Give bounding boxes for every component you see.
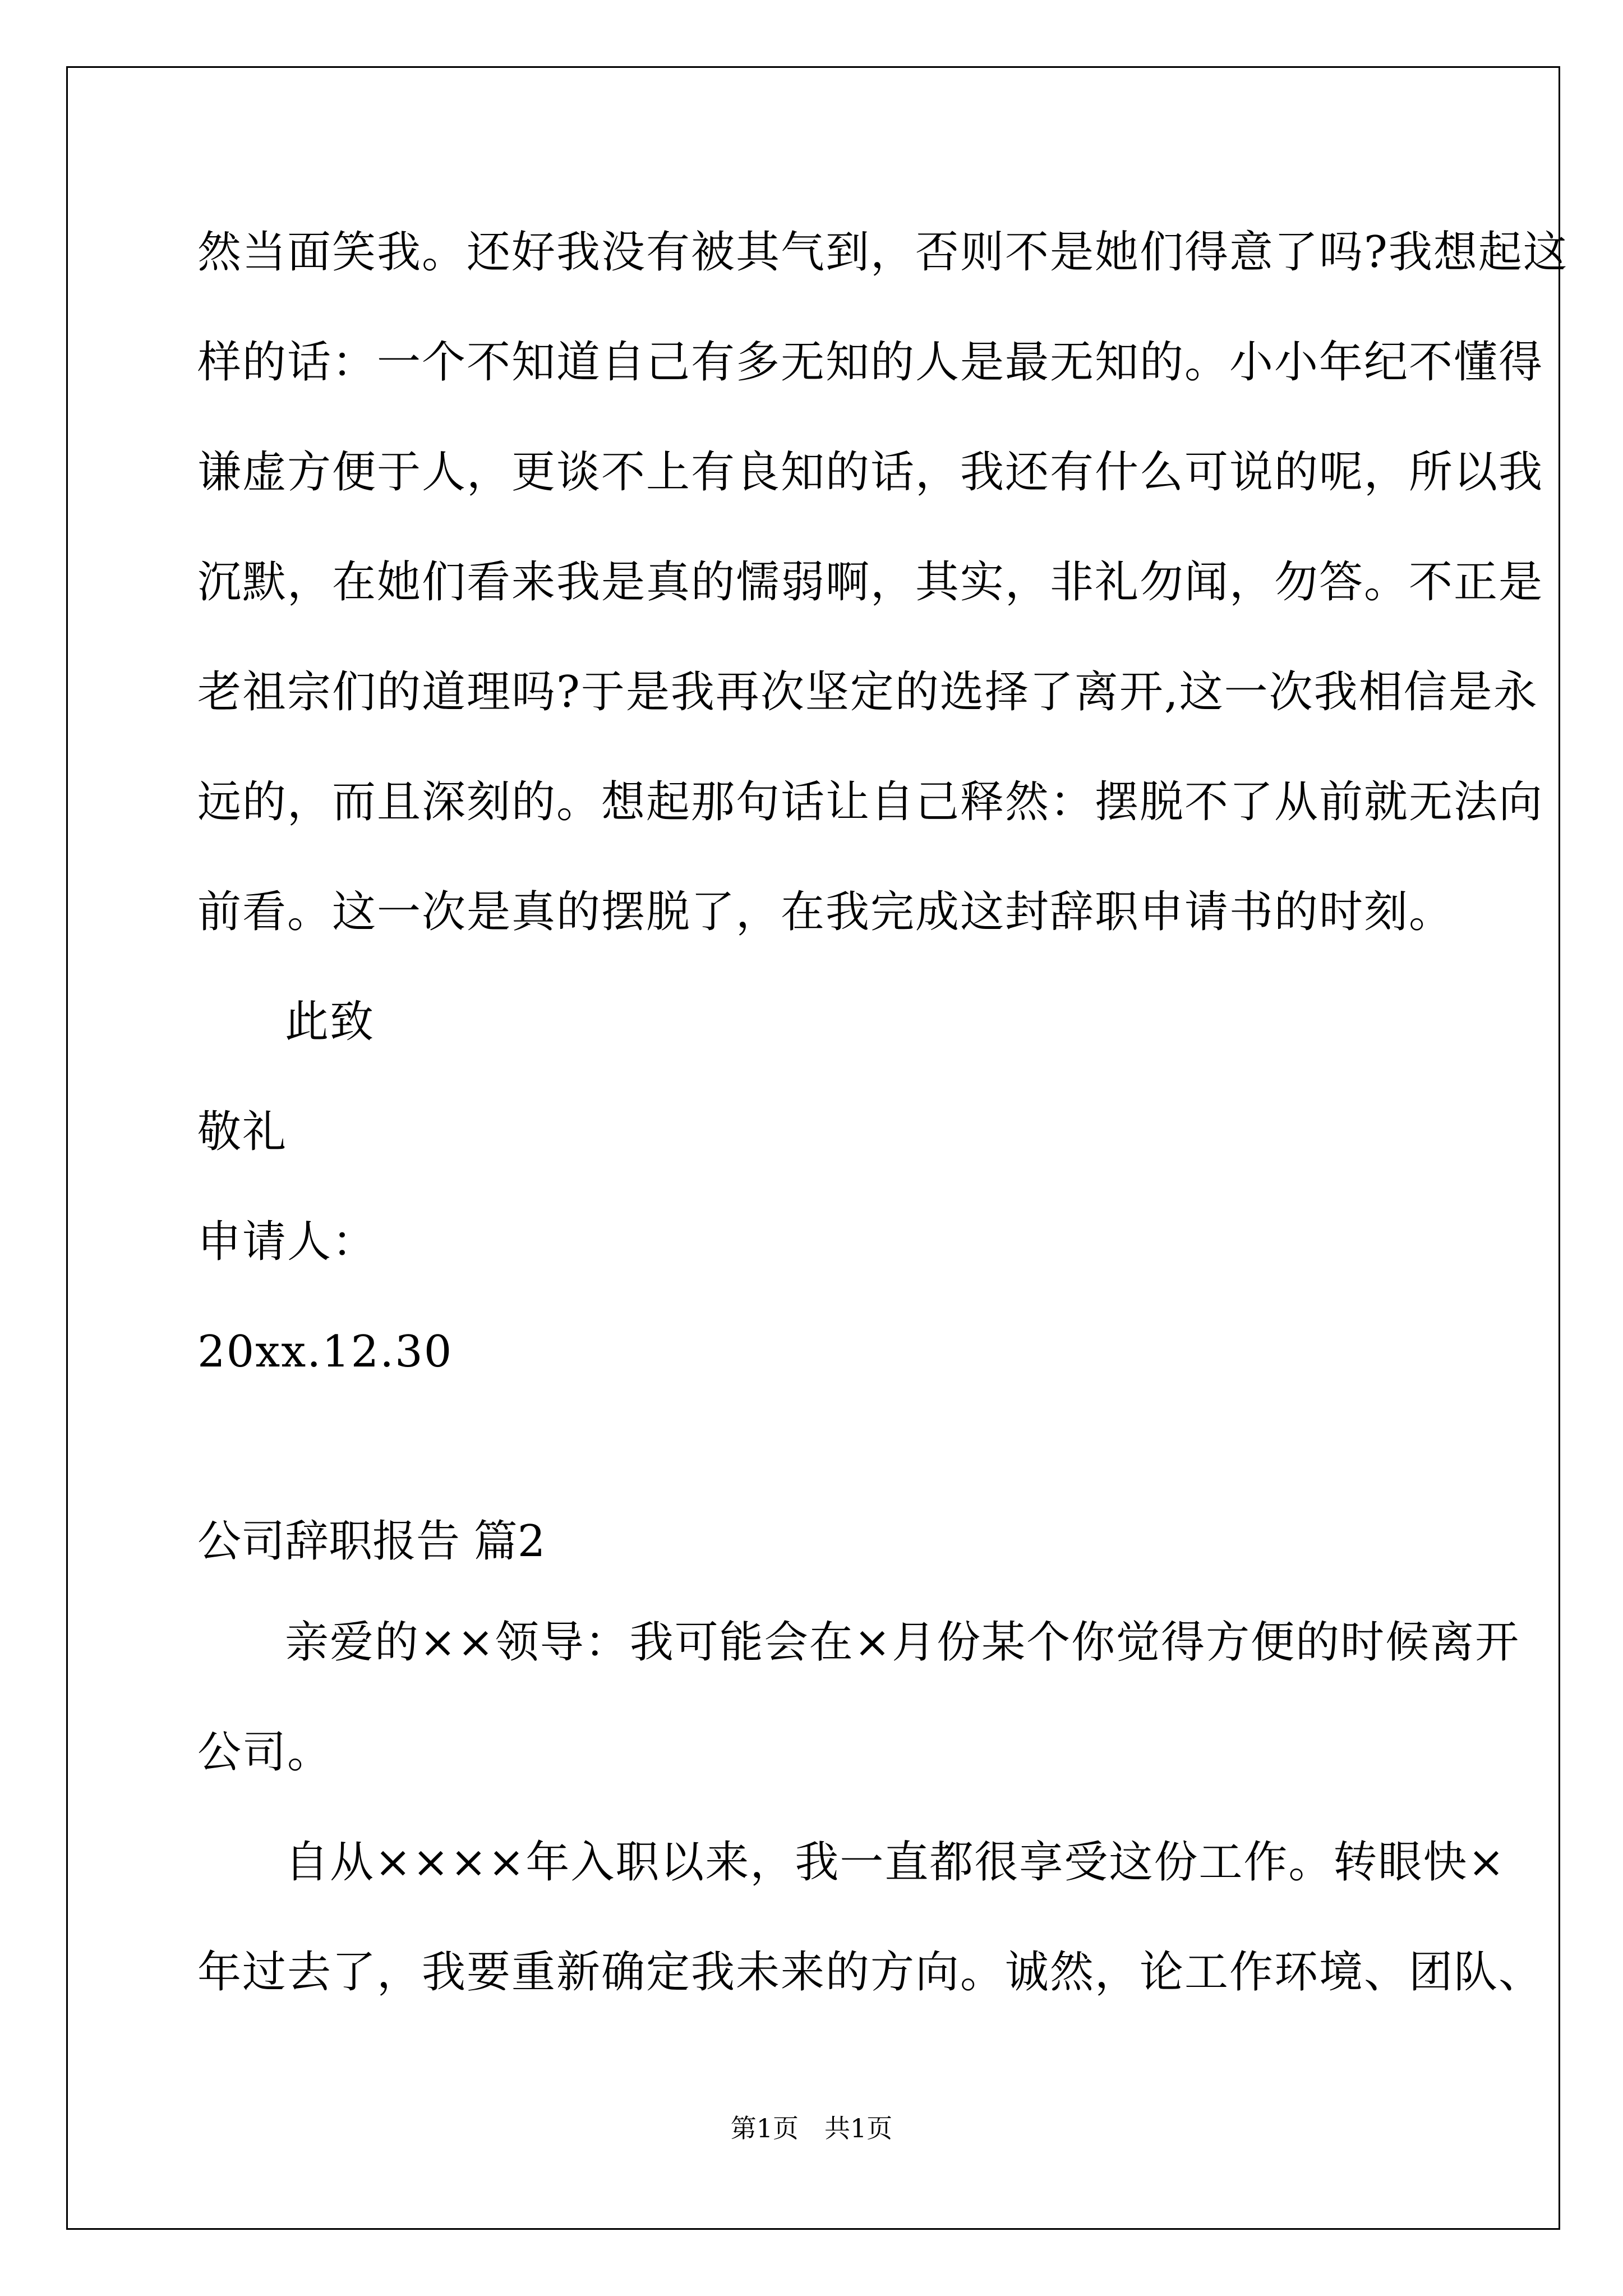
applicant-label: 申请人：	[197, 1217, 377, 1267]
closing-regards: 敬礼	[197, 1107, 288, 1157]
paragraph-line: 远的，而且深刻的。想起那句话让自己释然：摆脱不了从前就无法向	[197, 777, 1544, 827]
paragraph-1	[197, 197, 1568, 1407]
paragraph-line: 样的话：一个不知道自己有多无知的人是最无知的。小小年纪不懂得	[197, 337, 1544, 388]
paragraph-2	[197, 1588, 1544, 2027]
paragraph-line: 亲爱的××领导：我可能会在×月份某个你觉得方便的时候离开	[285, 1617, 1520, 1668]
page-number-footer: 第1页 共1页	[730, 2113, 893, 2143]
letter-date: 20xx.12.30	[197, 1327, 453, 1377]
closing-salutation: 此致	[285, 997, 375, 1047]
paragraph-line: 沉默，在她们看来我是真的懦弱啊，其实，非礼勿闻，勿答。不正是	[197, 557, 1544, 608]
paragraph-line: 谦虚方便于人，更谈不上有良知的话，我还有什么可说的呢，所以我	[197, 447, 1544, 498]
paragraph-line: 公司。	[197, 1727, 333, 1778]
section-heading: 公司辞职报告 篇2	[197, 1516, 546, 1567]
paragraph-line: 前看。这一次是真的摆脱了，在我完成这封辞职申请书的时刻。	[197, 887, 1454, 937]
paragraph-line: 然当面笑我。还好我没有被其气到，否则不是她们得意了吗?我想起这	[197, 227, 1568, 278]
paragraph-line: 年过去了，我要重新确定我未来的方向。诚然，论工作环境、团队、	[197, 1947, 1544, 1998]
paragraph-line: 老祖宗们的道理吗?于是我再次坚定的选择了离开,这一次我相信是永	[197, 667, 1538, 717]
paragraph-line: 自从××××年入职以来，我一直都很享受这份工作。转眼快×	[285, 1837, 1506, 1888]
